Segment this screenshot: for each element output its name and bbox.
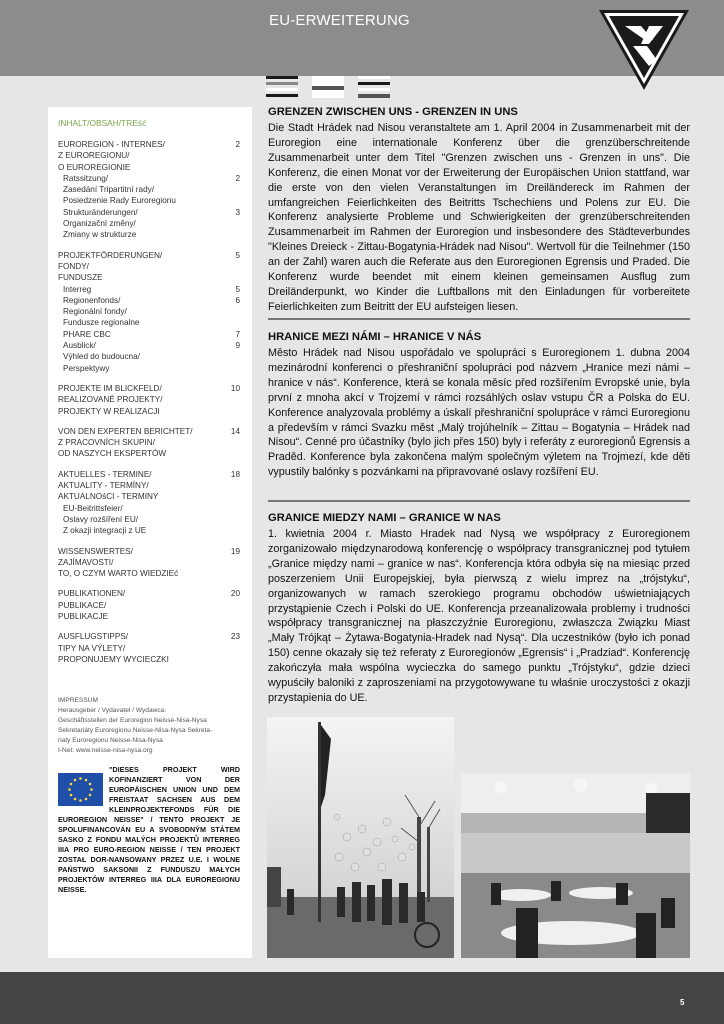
impressum-line: riaty Euroregionu Neisse-Nisa-Nysa [58,737,163,744]
toc-entry[interactable] [58,557,240,568]
toc-entry-label: Ratssitzung/ [63,173,109,183]
toc-entry-label: PROPONUJEMY WYCIECZKI [58,654,169,664]
article-body: Město Hrádek nad Nisou uspořádalo ve spolupráci s Euroregionem 1. dubna 2004 mezinárodní konferenci o přeshraniční spolupráci pod názvem „Hranice mezi námi – hranice v nás“. Konference, která se konala měsíc před rozšířením Evropské unie, byla první z mnoha akcí v Trojzemí v rámci rozsáhlých oslav vstupu ČR a Polska do EU. Konference analyzovala problémy a úskalí přeshraniční spolupráce v rámci Euroregionu a především v rámci Svazku měst „Malý trojúhelník – Zittau – Bogatynia – Hrádek nad Nisou“. Cenné pro účastníky (bylo jich přes 150) byly i referáty z euroregionů Egrensis a Praděd. Konference byla zakončena malým společným výletem na Trojmezí, kde děti vypustily balónky s pozvánkami na připravované oslavy rozšíření EU. [268,347,690,479]
toc-entry-label: AKTUALITY - TERMÍNY/ [58,481,149,491]
article-heading: GRENZEN ZWISCHEN UNS - GRENZEN IN UNS [268,106,518,118]
toc-entry-label: Regionenfonds/ [63,295,121,305]
toc-entry[interactable] [58,340,240,351]
toc-entry-label: FUNDUSZE [58,273,103,283]
toc-entry[interactable] [58,394,240,405]
article-polish [268,511,690,706]
toc-entry-label: AKTUELLES - TERMINE/ [58,469,152,479]
toc-entry[interactable] [58,306,240,317]
decorative-stripes [266,76,391,98]
impressum-title: IMPRESSUM [58,697,98,704]
toc-entry[interactable] [58,317,240,328]
toc-entry[interactable] [58,568,240,579]
toc-entry[interactable] [58,437,240,448]
toc-entry[interactable] [58,162,240,173]
toc-entry-page: 23 [230,632,240,642]
toc-spacer [58,460,240,469]
article-body: 1. kwietnia 2004 r. Miasto Hradek nad Nysą we współpracy z Euroregionem zorganizowało międzynarodową konferencję o współpracy transgranicznej pod tytułem „Granice między nami – granice w nas“. Konferencja która odbyła się na miesiąc przed poszerzeniem Unii Europejskiej, była pierwszą z wielu imprez na „trójstyku“, organizowanych w ramach szerokiego programu obchodów uświetniających przystąpienie Czech i Polski do UE. Konferencja przeanalizowała problemy i trudności współpracy transgranicznej na płaszczyźnie Euroregionu, zwłaszcza Związku Miast „Mały Trójkąt – Żytawa-Bogatynia-Hradek nad Nysą“. Dla uczestników (było ich ponad 150) cenne okazały się też referaty z Euroregionów „Egrensis“ i „Pradziad“. Konferencję zakończyła mała wspólna wycieczka do samego punktu „Trójstyku“, gdzie dzieci wypuściły baloniki z zaproszeniami na przygotowywane tu właśnie uroczystości z okazji przystapienia do UE. [268,528,690,704]
toc-entry-page: 7 [235,329,240,339]
toc-entry-label: PROJEKTE IM BLICKFELD/ [58,383,162,393]
toc-entry-label: Výhled do budoucna/ [63,352,140,362]
toc-entry-page: 5 [235,250,240,260]
impressum-line: Geschäftsstellen der Euroregion Neisse-Nisa-Nysa [58,717,207,724]
toc-spacer [58,622,240,631]
toc-entry-label: PUBLIKACJE [58,611,109,621]
eu-funding-note [58,765,240,895]
toc-entry-label: REALIZOVANÉ PROJEKTY/ [58,395,163,405]
toc-entry-label: Oslavy rozšíření EU/ [63,514,139,524]
toc-entry-label: VON DEN EXPERTEN BERICHTET/ [58,426,193,436]
toc-entry[interactable] [58,295,240,306]
article-body: Die Stadt Hrádek nad Nisou veranstaltete am 1. April 2004 in Zusammenarbeit mit der Euroregion eine internationale Konferenz über die grenzüberschreitende Zusammenarbeit unter dem Titel "Grenzen zwischen uns - Grenzen in uns". Die Konferenz, die einen Monat vor der Erweiterung der Europäischen Union stattfand, war die erste von den vielen Veranstaltungen im Dreiländereck im Rahmen der umfangreichen Feierlichkeiten des Beitritts Tschechiens und Polens zur EU. Die Konferenz analysierte Probleme und Schwierigkeiten der grenzüberschreitenden Zusammenarbeit im Rahmen der Euroregion und insbesondere des Städteverbundes "Kleines Dreieck - Zittau-Bogatynia-Hrádek nad Nisou". Wertvoll für die Teilnehmer (150 an der Zahl) waren auch die Referate aus den Euroregionen Egrensis und Praded. Die Konferenz wurde beendet mit einem kleinen gemeinsamen Ausflug zum Dreiländerpunkt, wo Kinder die Luftballons mit den Einladungen für vorbereitete Feierlichkeiten zum Beitritt der EU aufsteigen liesen. [268,122,690,313]
impressum [58,696,244,756]
toc-spacer [58,241,240,250]
balloon-launch-photo [267,717,454,958]
sidebar-panel [48,107,252,958]
toc-entry-label: Z EUROREGIONU/ [58,151,130,161]
article-czech [268,330,690,480]
toc-spacer [58,417,240,426]
toc-entry-label: PUBLIKACE/ [58,600,107,610]
page-title: EU-ERWEITERUNG [269,12,410,29]
toc-entry-label: Z PRACOVNÍCH SKUPIN/ [58,438,155,448]
toc-entry[interactable] [58,611,240,622]
toc-entry-label: Perspektywy [63,363,110,373]
toc-entry[interactable] [58,525,240,536]
toc-entry-page: 2 [235,140,240,149]
toc-entry-label: Strukturänderungen/ [63,207,138,217]
toc-entry-label: AKTUALNOśCI - TERMINY [58,492,159,502]
toc-entry-label: Posiedzenie Rady Euroregionu [63,196,176,206]
footer-bar [0,972,724,1024]
toc-spacer [58,537,240,546]
toc-entry-label: PUBLIKATIONEN/ [58,589,126,599]
toc-entry[interactable] [58,631,240,642]
toc-entry[interactable] [58,448,240,459]
toc-entry[interactable] [58,480,240,491]
toc-entry-page: 5 [235,284,240,294]
toc-entry[interactable] [58,272,240,283]
toc-entry-label: EU-Beitrittsfeier/ [63,503,123,513]
toc-entry-label: Fundusze regionalne [63,318,140,328]
toc-entry-label: AUSFLUGSTIPPS/ [58,632,129,642]
toc-entry[interactable] [58,351,240,362]
eu-flag-icon [58,773,103,806]
toc-entry[interactable] [58,139,240,150]
toc-entry-page: 19 [230,546,240,556]
toc-entry-label: PHARE CBC [63,329,111,339]
toc-entry-label: Ausblick/ [63,341,96,351]
article-heading: GRANICE MIEDZY NAMI – GRANICE W NAS [268,512,501,524]
page-number: 5 [680,998,685,1007]
reception-hall-photo [461,773,690,958]
toc-entry-label: Z okazji integracji z UE [63,526,147,536]
toc-entry-page: 9 [235,341,240,351]
article-german [268,105,690,315]
toc-entry[interactable] [58,363,240,374]
eu-funding-text: "DIESES PROJEKT WIRD KOFINANZIERT VON DER EUROPÄISCHEN UNION UND DEM FREISTAAT SACHSEN AUS DEM KLEINPROJEKTEFONDS FÜR DIE EUROREGION NEISSE" / TENTO PROJEKT JE SPOLUFINANCOVÁN EU A SVOBODNÝM STÁTEM SASKO Z FONDU MALÝCH PROJEKTŮ INTERREG IIIA PRO EURO-REGION NEISSE / TEN PROJEKT ZOSTAŁ DOR-NANSOWANY PRZEZ U.E. I WOLNE PAŃSTWO SAKSONII Z FUNDUSZU MAŁYCH PROJEKTÓW INTERREG IIIA DLA EUROREGIONU NEISSE. [58,765,240,894]
impressum-line: Herausgeber / Vydavatel / Wydawca: [58,707,167,714]
toc-entry-label: TIPY NA VÝLETY/ [58,643,126,653]
toc-entry-page: 14 [230,426,240,436]
toc-entry[interactable] [58,383,240,394]
toc-entry[interactable] [58,588,240,599]
toc-entry-label: PROJEKTY W REALIZACJI [58,406,160,416]
toc-entry[interactable] [58,195,240,206]
toc-entry-label: Zmiany w strukturze [63,230,137,240]
toc-entry-label: FONDY/ [58,261,89,271]
toc-entry-label: ZAJÍMAVOSTI/ [58,557,114,567]
toc-entry[interactable] [58,173,240,184]
toc-entry-label: Organizační změny/ [63,219,136,229]
impressum-line: Sekretariáty Euroregionu Neisse-Nisa-Nysa Sekreta- [58,727,213,734]
toc-entry-label: TO, O CZYM WARTO WIEDZIEć [58,569,179,579]
toc-entry[interactable] [58,654,240,665]
euroregion-logo-icon [597,8,691,92]
toc-entry[interactable] [58,284,240,295]
toc-entry-label: O EUROREGIONIE [58,162,131,172]
table-of-contents [58,139,240,665]
toc-entry-page: 10 [230,383,240,393]
toc-spacer [58,374,240,383]
toc-spacer [58,579,240,588]
toc-entry[interactable] [58,491,240,502]
toc-entry[interactable] [58,643,240,654]
impressum-url: I-Net: www.neisse-nisa-nysa.org [58,747,153,754]
toc-entry-label: PROJEKTFÖRDERUNGEN/ [58,250,163,260]
toc-entry-label: Interreg [63,284,92,294]
divider [268,500,690,502]
divider [268,318,690,320]
toc-entry-page: 20 [230,589,240,599]
toc-entry[interactable] [58,261,240,272]
toc-entry-label: EUROREGION - INTERNES/ [58,140,165,149]
toc-entry-label: Zasedání Tripartitní rady/ [63,185,155,195]
toc-entry[interactable] [58,329,240,340]
toc-entry-label: Regionální fondy/ [63,307,127,317]
toc-entry[interactable] [58,150,240,161]
toc-entry[interactable] [58,546,240,557]
toc-entry[interactable] [58,600,240,611]
toc-entry-label: WISSENSWERTES/ [58,546,133,556]
toc-entry[interactable] [58,406,240,417]
toc-entry[interactable] [58,184,240,195]
toc-entry[interactable] [58,426,240,437]
article-heading: HRANICE MEZI NÁMI – HRANICE V NÁS [268,331,482,343]
toc-entry-page: 6 [235,295,240,305]
toc-entry[interactable] [58,229,240,240]
toc-entry-page: 3 [235,207,240,217]
toc-heading: INHALT/OBSAH/TREść [58,118,147,128]
toc-entry[interactable] [58,503,240,514]
toc-entry-label: OD NASZYCH EKSPERTÓW [58,449,167,459]
toc-entry[interactable] [58,250,240,261]
toc-entry[interactable] [58,514,240,525]
toc-entry[interactable] [58,218,240,229]
toc-entry[interactable] [58,469,240,480]
toc-entry[interactable] [58,207,240,218]
toc-entry-page: 18 [230,469,240,479]
toc-entry-page: 2 [235,173,240,183]
